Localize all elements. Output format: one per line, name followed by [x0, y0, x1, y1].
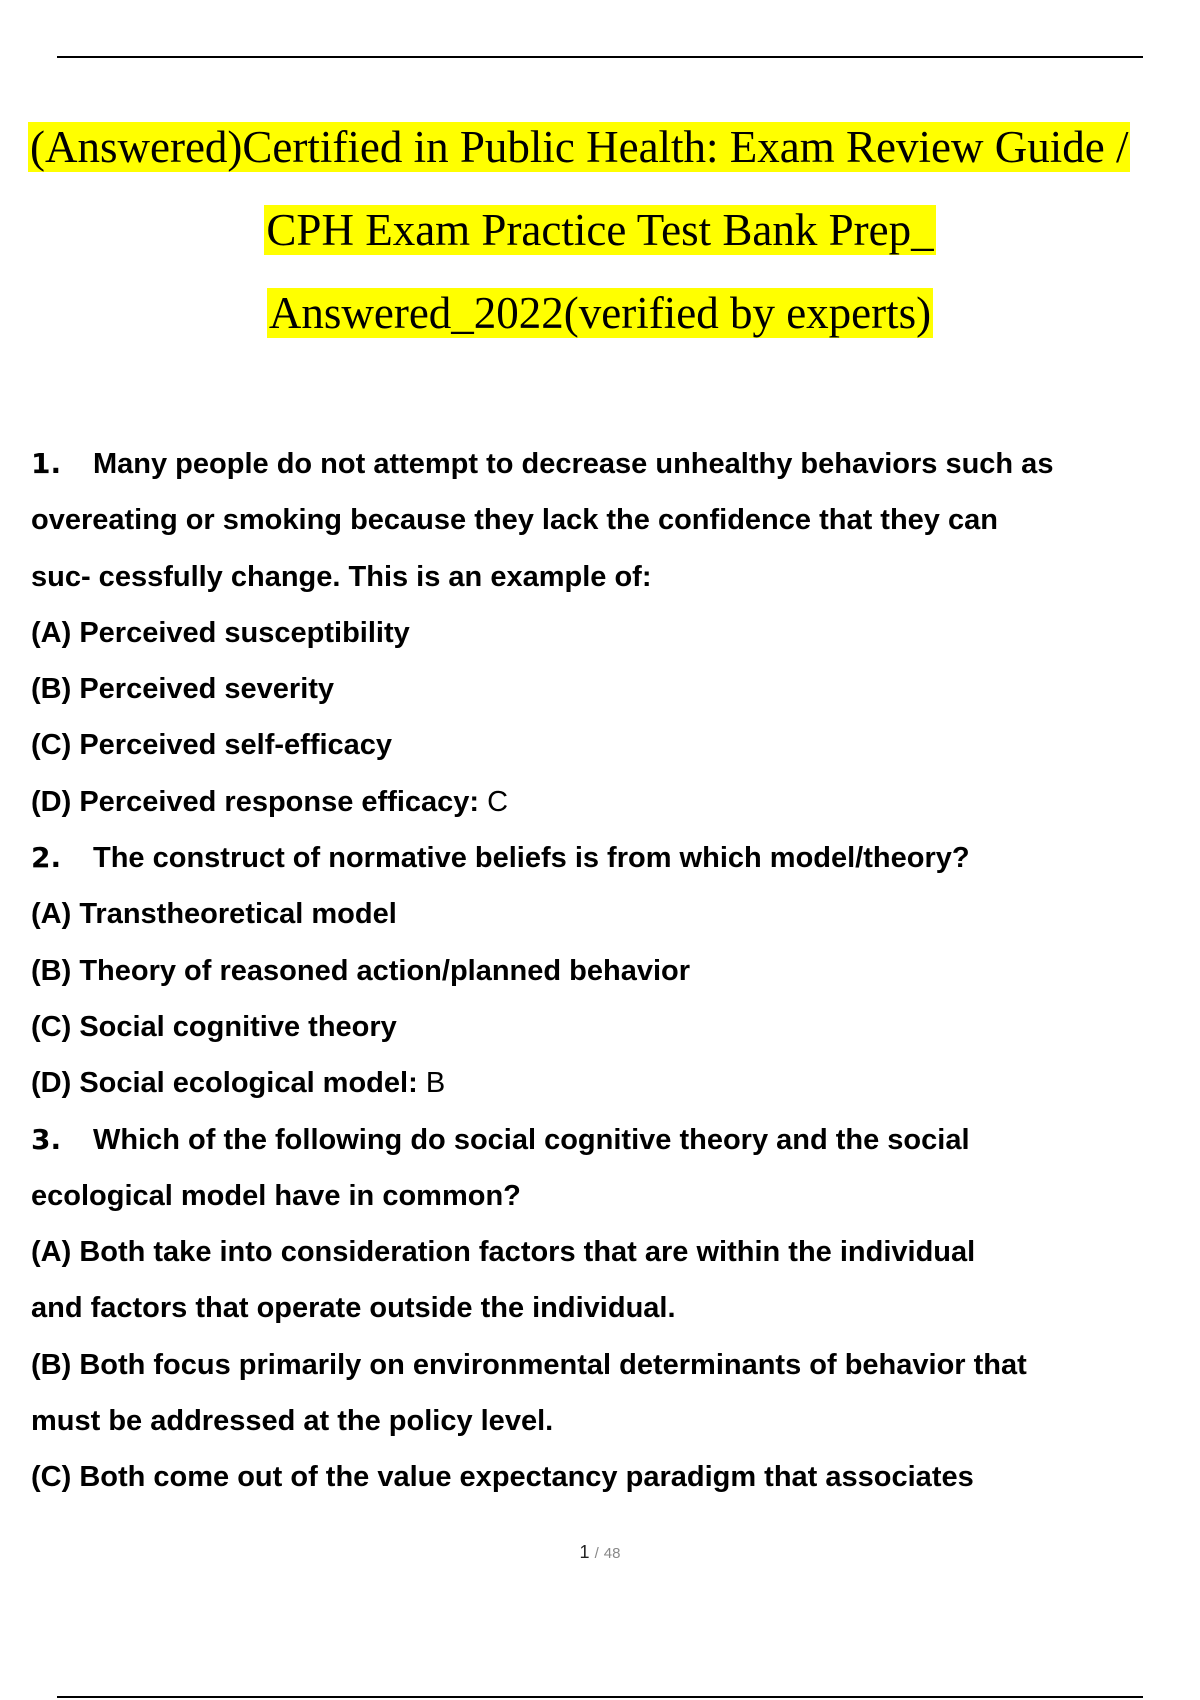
question-number: 1.: [31, 447, 62, 480]
title-line-3: Answered_2022(verified by experts): [268, 288, 932, 338]
current-page: 1: [579, 1542, 590, 1562]
question-2-option-b: (B) Theory of reasoned action/planned behavior: [31, 954, 691, 987]
question-2-option-d: (D) Social ecological model: B: [31, 1067, 446, 1100]
question-1-option-d: (D) Perceived response efficacy: C: [31, 785, 509, 818]
question-1-answer: C: [487, 785, 509, 818]
title-line-2: CPH Exam Practice Test Bank Prep_: [266, 205, 934, 255]
question-3-option-a-cont: and factors that operate outside the individual.: [31, 1292, 676, 1325]
question-2-option-a: (A) Transtheoretical model: [31, 898, 397, 931]
question-3-option-b-cont: must be addressed at the policy level.: [31, 1405, 554, 1438]
question-list: [31, 436, 1171, 1506]
question-3-option-b: (B) Both focus primarily on environmental determinants of behavior that: [31, 1348, 1027, 1381]
question-1-stem: 1. Many people do not attempt to decrease unhealthy behaviors such as: [31, 436, 1171, 492]
question-2-stem: 2. The construct of normative beliefs is from which model/theory?: [31, 830, 1171, 886]
top-rule: [57, 56, 1143, 58]
question-number: 2.: [31, 841, 62, 875]
question-1-stem-line-3: suc- cessfully change. This is an example of:: [31, 560, 652, 593]
page-indicator: [0, 1542, 1200, 1563]
question-3-option-c: (C) Both come out of the value expectancy paradigm that associates: [31, 1461, 974, 1494]
question-3-stem: 3. Which of the following do social cognitive theory and the social: [31, 1112, 1171, 1168]
question-3-option-a: (A) Both take into consideration factors that are within the individual: [31, 1236, 976, 1269]
question-2-answer: B: [425, 1067, 446, 1100]
page-separator: /: [594, 1545, 599, 1562]
question-1-option-a: (A) Perceived susceptibility: [31, 616, 410, 649]
question-1-option-c: (C) Perceived self-efficacy: [31, 729, 393, 762]
question-3-stem-line-2: ecological model have in common?: [31, 1179, 521, 1212]
question-2-option-c: (C) Social cognitive theory: [31, 1010, 397, 1043]
title-line-1: (Answered)Certified in Public Health: Exam Review Guide /: [30, 122, 1129, 172]
question-1-option-b: (B) Perceived severity: [31, 673, 335, 706]
bottom-rule: [57, 1696, 1143, 1698]
total-pages: 48: [603, 1545, 621, 1562]
question-number: 3.: [31, 1122, 62, 1156]
document-title: [0, 106, 1200, 355]
question-1-stem-line-2: overeating or smoking because they lack the confidence that they can: [31, 504, 998, 537]
